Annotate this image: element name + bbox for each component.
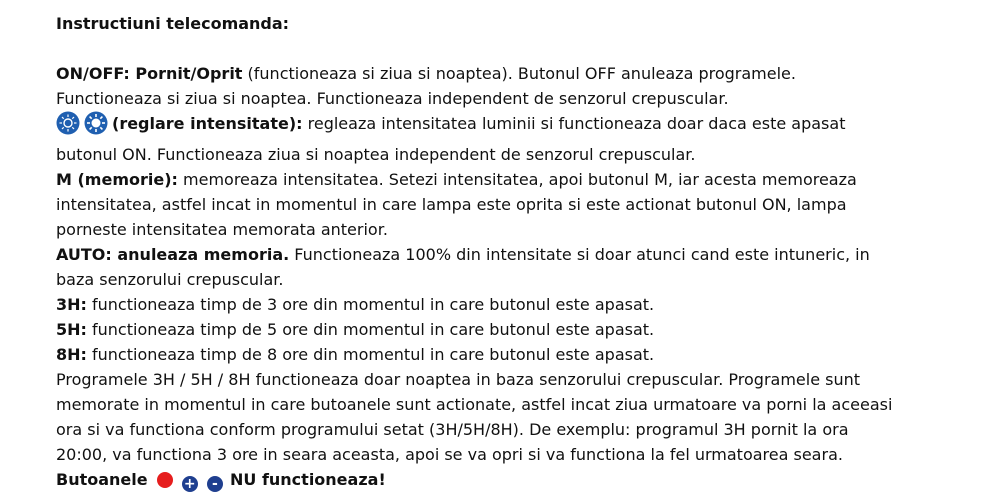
red-dot-icon [157, 472, 173, 488]
timer-5h-line: 5H: functioneaza timp de 5 ore din momentul in care butonul este apasat. [56, 320, 655, 339]
brightness-increase-icon [84, 111, 108, 142]
timer-8h-label: 8H: [56, 345, 87, 364]
brightness-decrease-icon [56, 111, 80, 142]
programs-line-2: memorate in momentul in care butoanele sunt actionate, astfel incat ziua urmatoare va porni la aceeasi [56, 395, 893, 414]
auto-label: AUTO: anuleaza memoria. [56, 245, 290, 264]
buttons-note-prefix: Butoanele [56, 470, 148, 489]
intensity-line-1: (reglare intensitate): regleaza intensitatea luminii si functioneaza doar daca este apasat [56, 111, 956, 142]
timer-3h-line: 3H: functioneaza timp de 3 ore din momentul in care butonul este apasat. [56, 295, 655, 314]
buttons-note [56, 467, 956, 492]
intensity-line-2: butonul ON. Functioneaza ziua si noaptea independent de senzorul crepuscular. [56, 145, 696, 164]
onoff-line-1: ON/OFF: Pornit/Oprit (functioneaza si ziua si noaptea). Butonul OFF anuleaza programele. [56, 64, 796, 83]
memory-line-2: intensitatea, astfel incat in momentul in care lampa este oprita si este actionat butonul ON, lampa [56, 195, 847, 214]
timer-5h-label: 5H: [56, 320, 87, 339]
timer-3h-label: 3H: [56, 295, 87, 314]
programs-line-1: Programele 3H / 5H / 8H functioneaza doar noaptea in baza senzorului crepuscular. Programele sunt [56, 370, 861, 389]
memory-line-1: M (memorie): memoreaza intensitatea. Setezi intensitatea, apoi butonul M, iar acesta memoreaza [56, 170, 857, 189]
auto-line-1: AUTO: anuleaza memoria. Functioneaza 100% din intensitate si doar atunci cand este intuneric, in [56, 245, 870, 264]
memory-label: M (memorie): [56, 170, 178, 189]
programs-line-4: 20:00, va functiona 3 ore in seara aceasta, apoi se va opri si va functiona la fel urmatoarea seara. [56, 445, 843, 464]
memory-line-3: porneste intensitatea memorata anterior. [56, 220, 388, 239]
onoff-line-2: Functioneaza si ziua si noaptea. Functioneaza independent de senzorul crepuscular. [56, 89, 729, 108]
auto-line-2: baza senzorului crepuscular. [56, 270, 284, 289]
minus-icon: - [207, 476, 223, 492]
document-title: Instructiuni telecomanda: [56, 14, 290, 33]
timer-8h-line: 8H: functioneaza timp de 8 ore din momentul in care butonul este apasat. [56, 345, 655, 364]
document [56, 11, 956, 492]
plus-icon: + [182, 476, 198, 492]
onoff-label: ON/OFF: Pornit/Oprit [56, 64, 243, 83]
programs-line-3: ora si va functiona conform programului setat (3H/5H/8H). De exemplu: programul 3H pornit la ora [56, 420, 849, 439]
buttons-note-suffix: NU functioneaza! [229, 470, 386, 489]
intensity-label: (reglare intensitate): [112, 114, 303, 133]
